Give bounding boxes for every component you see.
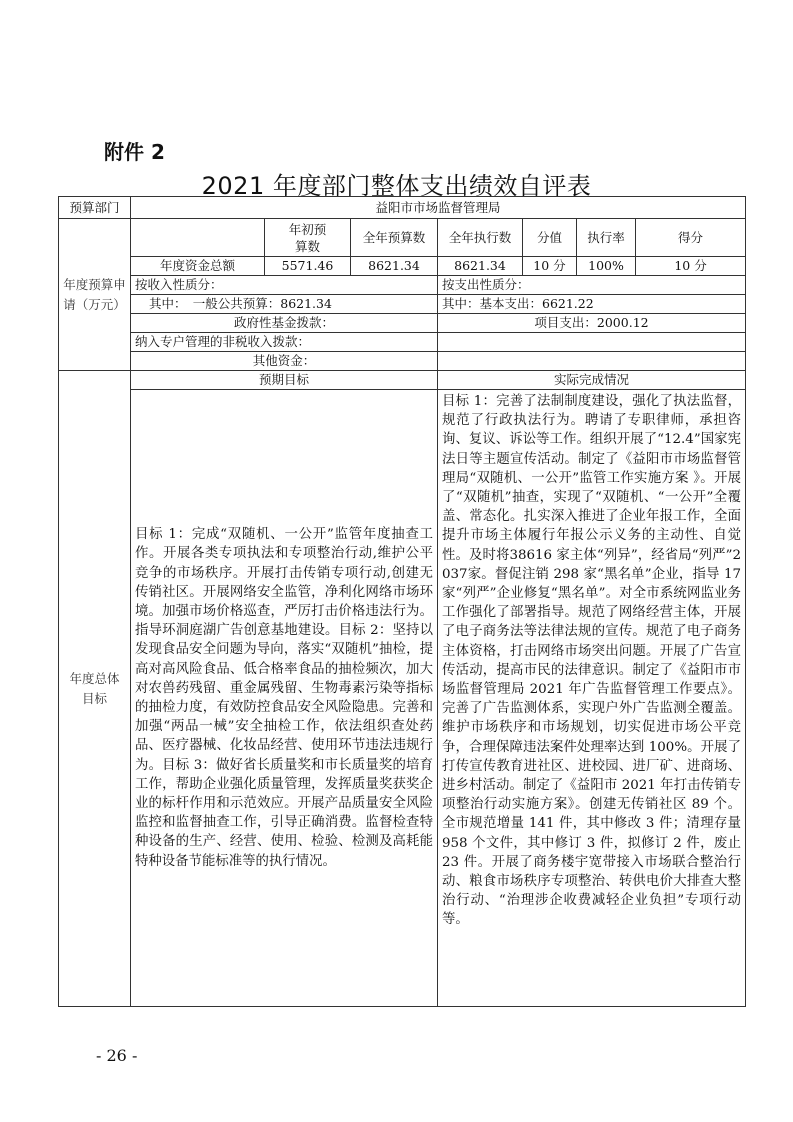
header-annual-execution: 全年执行数 <box>438 219 523 257</box>
total-score: 10 分 <box>636 257 746 276</box>
blank-cell <box>438 333 746 352</box>
header-score-value: 分值 <box>523 219 577 257</box>
income-general: 其中： 一般公共预算：8621.34 <box>131 295 438 314</box>
income-other: 其他资金： <box>131 352 438 371</box>
total-annual-execution: 8621.34 <box>438 257 523 276</box>
actual-completion-text: 目标 1：完善了法制制度建设，强化了执法监督，规范了行政执法行为。聘请了专职律师，承担咨询、复议、诉讼等工作。组织开展了“12.4”国家宪法日等主题宣传活动。制定了《益阳市市场监督管理局“双随机、一公开”监管工作实施方案 》。开展了“双随机”抽查，实现了“双随机、“一公开”全覆盖、常态化。扎实深入推进了企业年报工作，全面提升市场主体履行年报公示义务的主动性、自觉性。及时将38616 家主体“列异”，经省局“列严”2037家。督促注销 298 家“黑名单”企业，指导 17 家“列严”企业修复“黑名单”。对全市系统网监业务工作强化了部署指导。规范了网络经营主体，开展了电子商务法等法律法规的宣传。规范了电子商务主体资格，打击网络市场突出问题。开展了广告宣传活动，提高市民的法律意识。制定了《益阳市市场监督管理局 2021 年广告监督管理工作要点》。完善了广告监测体系，实现户外广告监测全覆盖。维护市场秩序和市场规划，切实促进市场公平竞争，合理保障违法案件处理率达到 100%。开展了打传宣传教育进社区、进校园、进厂矿、进商场、进乡村活动。制定了《益阳市 2021 年打击传销专项整治行动实施方案》。创建无传销社区 89 个。全市规范增量 141 件，其中修改 3 件；清理存量 958 个文件，其中修订 3 件，拟修订 2 件，废止 23 件。开展了商务楼宇宽带接入市场联合整治行动、粮食市场秩序专项整治、转供电价大排查大整治行动、“治理涉企收费减轻企业负担”专项行动等。 <box>438 390 746 1007</box>
header-annual-budget: 全年预算数 <box>351 219 438 257</box>
income-label: 按收入性质分： <box>131 276 438 295</box>
expense-project: 项目支出：2000.12 <box>438 314 746 333</box>
performance-table <box>58 196 746 1007</box>
total-row-label: 年度资金总额 <box>131 257 265 276</box>
expense-basic: 其中：基本支出：6621.22 <box>438 295 746 314</box>
total-initial-budget: 5571.46 <box>265 257 351 276</box>
page-title: 2021 年度部门整体支出绩效自评表 <box>201 172 592 200</box>
budget-section-label: 年度预算申请（万元） <box>59 219 131 371</box>
goals-section-label: 年度总体目标 <box>59 371 131 1007</box>
total-execution-rate: 100% <box>577 257 636 276</box>
dept-label: 预算部门 <box>59 197 131 219</box>
page-number: - 26 - <box>96 1046 138 1065</box>
dept-value: 益阳市市场监督管理局 <box>131 197 746 219</box>
expense-label: 按支出性质分： <box>438 276 746 295</box>
total-annual-budget: 8621.34 <box>351 257 438 276</box>
blank-cell <box>131 219 265 257</box>
header-initial-budget: 年初预算数 <box>265 219 351 257</box>
header-score: 得分 <box>636 219 746 257</box>
income-fund: 政府性基金拨款： <box>131 314 438 333</box>
expected-goals-text: 目标 1：完成“双随机、一公开”监管年度抽查工作。开展各类专项执法和专项整治行动,维护公平竞争的市场秩序。开展打击传销专项行动,创建无传销社区。开展网络安全监管，净利化网络市场环境。加强市场价格巡查，严厉打击价格违法行为。指导环洞庭湖广告创意基地建设。目标 2：坚持以发现食品安全问题为导向，落实“双随机”抽检，提高对高风险食品、低合格率食品的抽检频次，加大对农兽药残留、重金属残留、生物毒素污染等指标的抽检力度，有效防控食品安全风险隐患。完善和加强“两品一械”安全抽检工作，依法组织查处药品、医疗器械、化妆品经营、使用环节违法违规行为。目标 3：做好省长质量奖和市长质量奖的培育工作，帮助企业强化质量管理，发挥质量奖获奖企业的标杆作用和示范效应。开展产品质量安全风险监控和监督抽查工作，引导正确消费。监督检查特种设备的生产、经营、使用、检验、检测及高耗能特种设备节能标准等的执行情况。 <box>131 390 438 1007</box>
attachment-label: 附件 2 <box>104 140 165 164</box>
blank-cell <box>438 352 746 371</box>
total-score-value: 10 分 <box>523 257 577 276</box>
header-execution-rate: 执行率 <box>577 219 636 257</box>
expected-header: 预期目标 <box>131 371 438 390</box>
income-nontax: 纳入专户管理的非税收入拨款： <box>131 333 438 352</box>
actual-header: 实际完成情况 <box>438 371 746 390</box>
